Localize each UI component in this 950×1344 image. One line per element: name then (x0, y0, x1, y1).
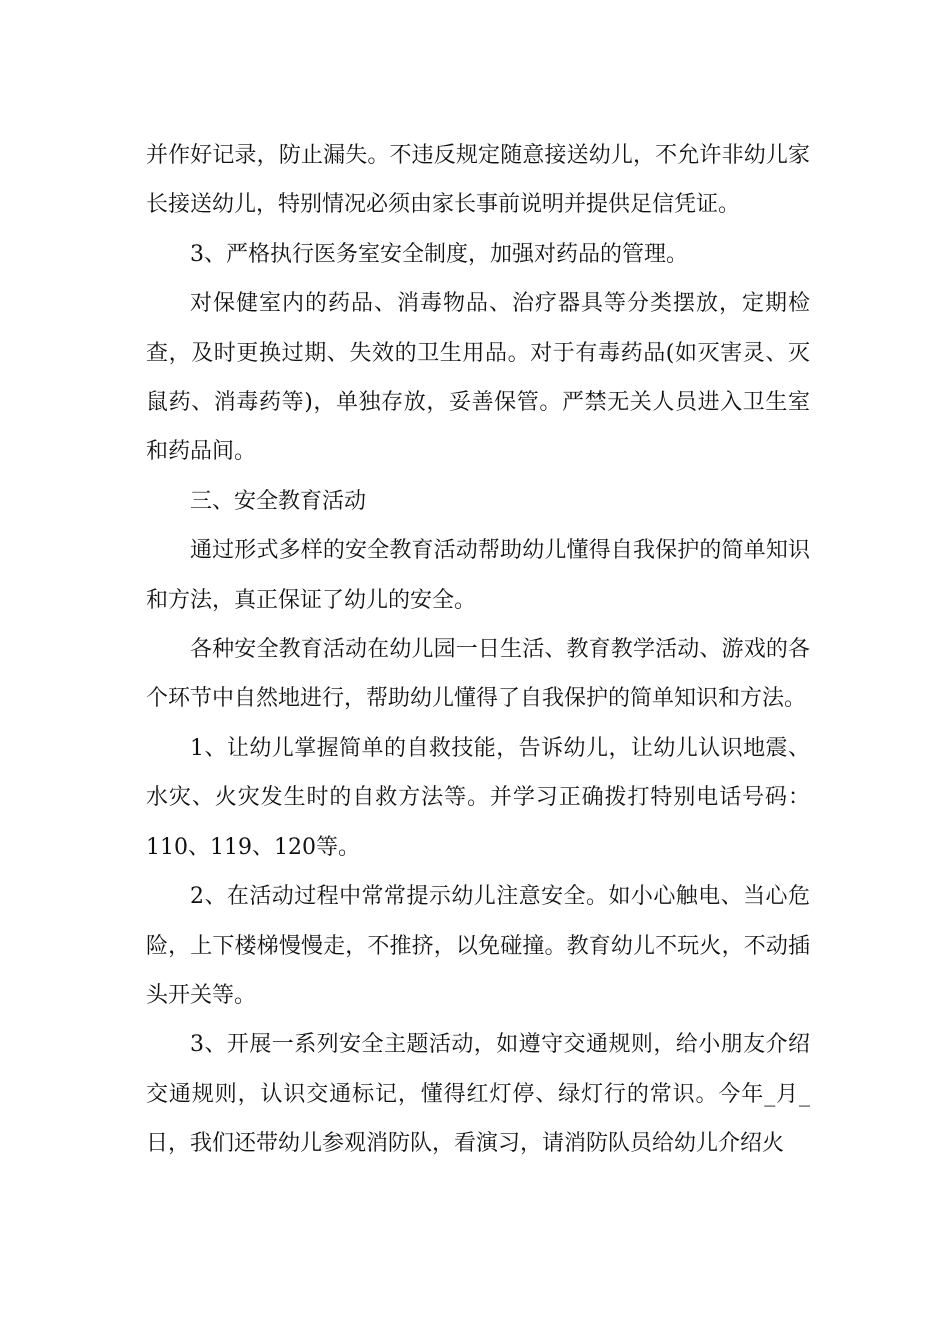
paragraph: 并作好记录，防止漏失。不违反规定随意接送幼儿，不允许非幼儿家长接送幼儿，特别情况必须由家长事前说明并提供足信凭证。 (146, 143, 810, 218)
document-body (146, 131, 810, 1169)
paragraph: 3、严格执行医务室安全制度，加强对药品的管理。 (190, 241, 688, 267)
paragraph: 各种安全教育活动在幼儿园一日生活、教育教学活动、游戏的各个环节中自然地进行，帮助幼儿懂得了自我保护的简单知识和方法。 (146, 637, 810, 712)
section-heading: 三、安全教育活动 (190, 488, 367, 514)
paragraph: 对保健室内的药品、消毒物品、治疗器具等分类摆放，定期检查，及时更换过期、失效的卫生用品。对于有毒药品(如灭害灵、灭鼠药、消毒药等)，单独存放，妥善保管。严禁无关人员进入卫生室和药品间。 (146, 291, 810, 465)
paragraph: 2、在活动过程中常常提示幼儿注意安全。如小心触电、当心危险，上下楼梯慢慢走，不推挤，以免碰撞。教育幼儿不玩火，不动插头开关等。 (146, 884, 810, 1008)
paragraph: 1、让幼儿掌握简单的自救技能，告诉幼儿，让幼儿认识地震、水灾、火灾发生时的自救方法等。并学习正确拨打特别电话号码：110、119、120等。 (146, 735, 810, 860)
paragraph: 通过形式多样的安全教育活动帮助幼儿懂得自我保护的简单知识和方法，真正保证了幼儿的安全。 (146, 538, 810, 613)
paragraph: 3、开展一系列安全主题活动，如遵守交通规则，给小朋友介绍交通规则，认识交通标记，懂得红灯停、绿灯行的常识。今年_月_日，我们还带幼儿参观消防队，看演习，请消防队员给幼儿介绍火 (146, 1032, 810, 1157)
